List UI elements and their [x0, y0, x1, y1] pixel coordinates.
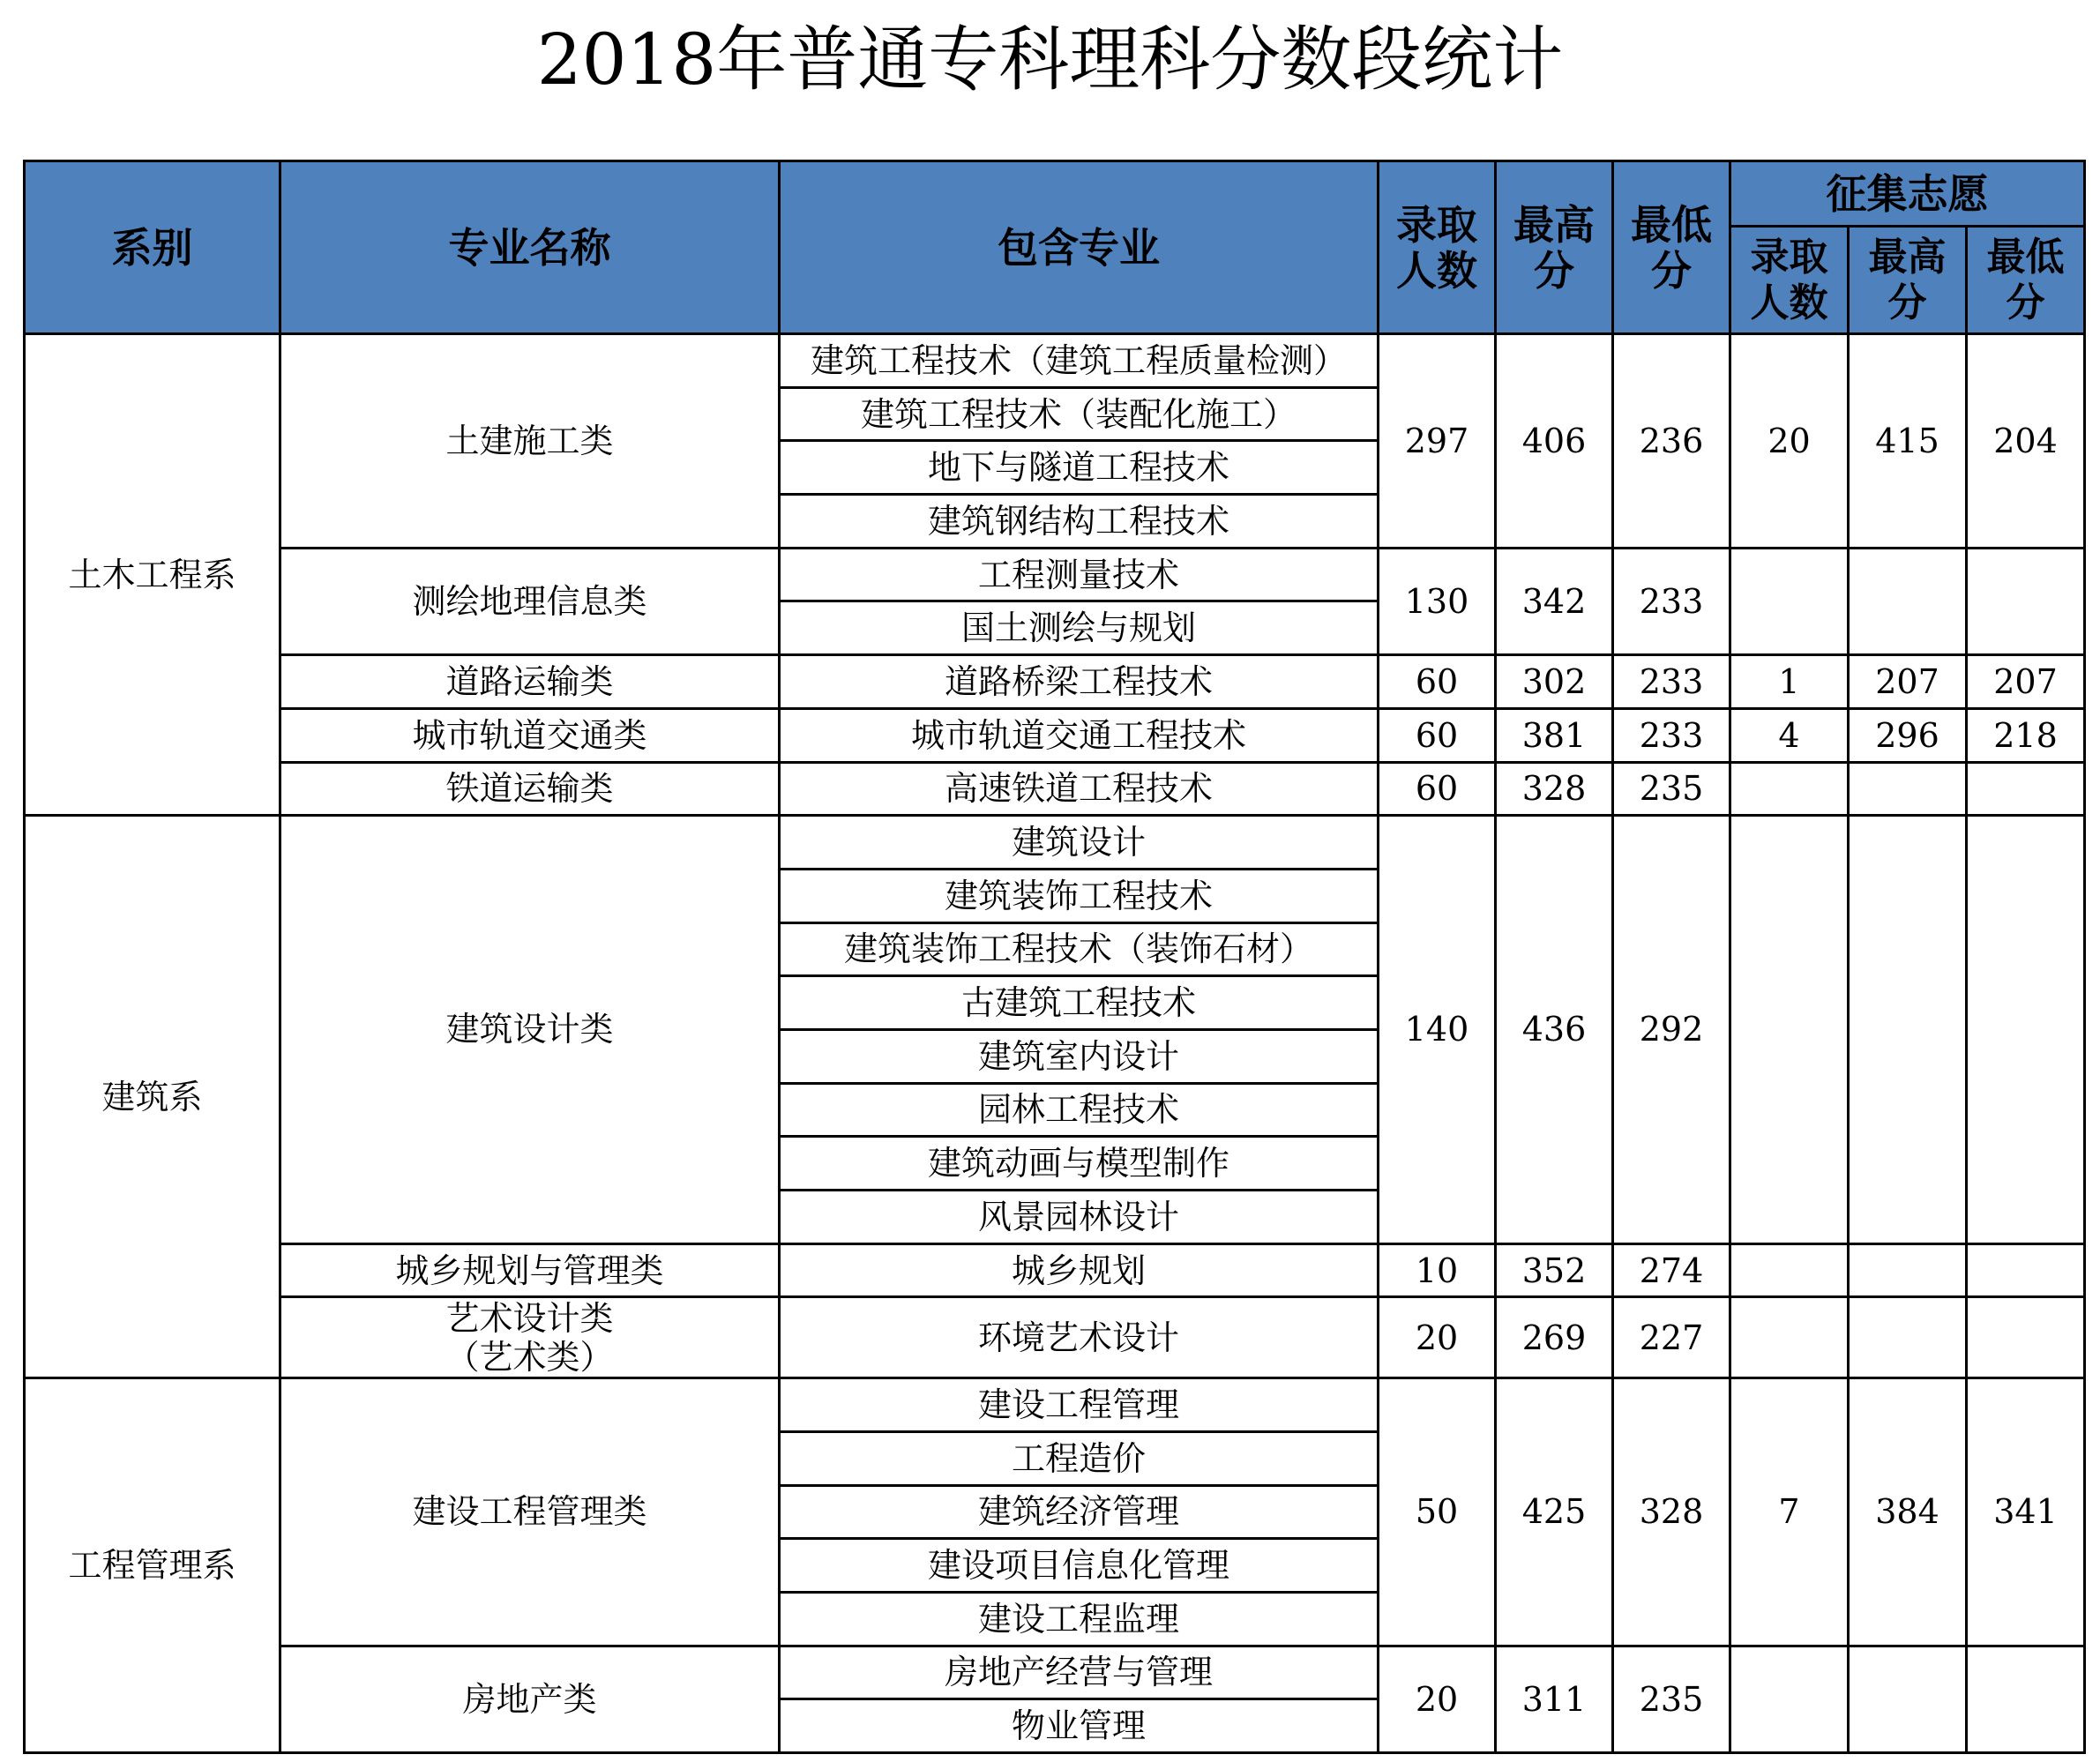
min-score-cell: 235: [1613, 762, 1730, 816]
table-row: [25, 762, 2085, 816]
admitted-cell: 130: [1379, 548, 1496, 654]
supp-min-cell: 207: [1967, 655, 2085, 709]
included-major-cell: 建筑工程技术（建筑工程质量检测）: [780, 334, 1379, 388]
admitted-cell: 50: [1379, 1378, 1496, 1646]
included-major-cell: 建设工程管理: [780, 1378, 1379, 1432]
included-major-cell: 建筑装饰工程技术: [780, 869, 1379, 922]
header-admitted: 录取人数: [1379, 161, 1496, 334]
supp-admitted-cell: [1730, 1297, 1849, 1378]
admitted-cell: 297: [1379, 334, 1496, 549]
supp-min-cell: [1967, 762, 2085, 816]
header-supp-min: 最低分: [1967, 227, 2085, 334]
included-major-cell: 高速铁道工程技术: [780, 762, 1379, 816]
table-row: [25, 1243, 2085, 1297]
supp-admitted-cell: [1730, 816, 1849, 1244]
included-major-cell: 城乡规划: [780, 1243, 1379, 1297]
supp-max-cell: [1849, 548, 1967, 654]
table-row: [25, 708, 2085, 762]
included-major-cell: 园林工程技术: [780, 1083, 1379, 1137]
supp-max-cell: 415: [1849, 334, 1967, 549]
min-score-cell: 236: [1613, 334, 1730, 549]
admitted-cell: 20: [1379, 1646, 1496, 1752]
table-row: [25, 1646, 2085, 1699]
header-supp-max: 最高分: [1849, 227, 1967, 334]
header-min-score: 最低分: [1613, 161, 1730, 334]
supp-admitted-cell: 7: [1730, 1378, 1849, 1646]
supp-max-cell: 207: [1849, 655, 1967, 709]
major-category-name: 测绘地理信息类: [412, 581, 647, 621]
min-score-cell: 233: [1613, 655, 1730, 709]
included-major-cell: 国土测绘与规划: [780, 601, 1379, 655]
max-score-cell: 342: [1496, 548, 1613, 654]
min-score-cell: 274: [1613, 1243, 1730, 1297]
supp-min-cell: [1967, 548, 2085, 654]
major-category-name: 房地产类: [462, 1679, 597, 1719]
admitted-cell: 20: [1379, 1297, 1496, 1378]
included-major-cell: 建设项目信息化管理: [780, 1539, 1379, 1593]
supp-admitted-cell: 20: [1730, 334, 1849, 549]
department-cell: 工程管理系: [25, 1378, 280, 1753]
table-row: [25, 1378, 2085, 1432]
max-score-cell: 302: [1496, 655, 1613, 709]
included-major-cell: 建筑工程技术（装配化施工）: [780, 387, 1379, 441]
max-score-cell: 352: [1496, 1243, 1613, 1297]
table-body: [25, 334, 2085, 1753]
supp-min-cell: [1967, 1297, 2085, 1378]
supp-min-cell: 204: [1967, 334, 2085, 549]
max-score-cell: 425: [1496, 1378, 1613, 1646]
major-category-name: 建设工程管理类: [412, 1492, 647, 1532]
score-table: [23, 160, 2086, 1754]
supp-admitted-cell: 4: [1730, 708, 1849, 762]
min-score-cell: 292: [1613, 816, 1730, 1244]
included-major-cell: 建设工程监理: [780, 1592, 1379, 1646]
admitted-cell: 60: [1379, 655, 1496, 709]
included-major-cell: 建筑经济管理: [780, 1485, 1379, 1539]
supp-max-cell: [1849, 816, 1967, 1244]
table-row: [25, 816, 2085, 870]
max-score-cell: 311: [1496, 1646, 1613, 1752]
supp-max-cell: [1849, 1243, 1967, 1297]
major-category-cell: [280, 1297, 780, 1378]
supp-min-cell: [1967, 816, 2085, 1244]
supp-admitted-cell: [1730, 1646, 1849, 1752]
table-row: [25, 548, 2085, 601]
header-major-category: 专业名称: [280, 161, 780, 334]
major-category-name: 道路运输类: [445, 661, 614, 701]
min-score-cell: 235: [1613, 1646, 1730, 1752]
header-max-score: 最高分: [1496, 161, 1613, 334]
included-major-cell: 环境艺术设计: [780, 1297, 1379, 1378]
included-major-cell: 建筑动画与模型制作: [780, 1137, 1379, 1191]
included-major-cell: 工程测量技术: [780, 548, 1379, 601]
department-cell: 土木工程系: [25, 334, 280, 816]
included-major-cell: 工程造价: [780, 1431, 1379, 1485]
major-category-name: 城乡规划与管理类: [395, 1251, 664, 1290]
major-category-cell: [280, 816, 780, 1244]
header-supp-admitted: 录取人数: [1730, 227, 1849, 334]
major-category-name: 铁道运输类: [445, 769, 614, 809]
supp-min-cell: 218: [1967, 708, 2085, 762]
min-score-cell: 233: [1613, 708, 1730, 762]
max-score-cell: 436: [1496, 816, 1613, 1244]
major-category-cell: [280, 708, 780, 762]
major-category-cell: [280, 548, 780, 654]
included-major-cell: 建筑室内设计: [780, 1029, 1379, 1083]
included-major-cell: 建筑装饰工程技术（装饰石材）: [780, 922, 1379, 976]
supp-max-cell: [1849, 1297, 1967, 1378]
supp-min-cell: [1967, 1243, 2085, 1297]
major-category-name: 艺术设计类: [445, 1298, 614, 1338]
max-score-cell: 381: [1496, 708, 1613, 762]
supp-min-cell: [1967, 1646, 2085, 1752]
max-score-cell: 328: [1496, 762, 1613, 816]
supp-max-cell: 384: [1849, 1378, 1967, 1646]
table-row: [25, 1297, 2085, 1378]
table-row: [25, 655, 2085, 709]
min-score-cell: 233: [1613, 548, 1730, 654]
supp-admitted-cell: 1: [1730, 655, 1849, 709]
major-category-cell: [280, 1378, 780, 1646]
included-major-cell: 物业管理: [780, 1699, 1379, 1753]
supp-admitted-cell: [1730, 1243, 1849, 1297]
header-supplementary: 征集志愿: [1730, 161, 2085, 227]
included-major-cell: 城市轨道交通工程技术: [780, 708, 1379, 762]
major-category-name: 土建施工类: [445, 421, 614, 460]
included-major-cell: 风景园林设计: [780, 1191, 1379, 1244]
page-title: 2018年普通专科理科分数段统计: [536, 19, 1564, 101]
min-score-cell: 328: [1613, 1378, 1730, 1646]
supp-max-cell: [1849, 1646, 1967, 1752]
admitted-cell: 10: [1379, 1243, 1496, 1297]
supp-admitted-cell: [1730, 548, 1849, 654]
table-row: [25, 334, 2085, 388]
admitted-cell: 140: [1379, 816, 1496, 1244]
included-major-cell: 古建筑工程技术: [780, 976, 1379, 1030]
major-category-cell: [280, 334, 780, 549]
supp-max-cell: 296: [1849, 708, 1967, 762]
department-cell: 建筑系: [25, 816, 280, 1378]
major-category-name: 建筑设计类: [445, 1010, 614, 1049]
included-major-cell: 地下与隧道工程技术: [780, 441, 1379, 495]
included-major-cell: 房地产经营与管理: [780, 1646, 1379, 1699]
admitted-cell: 60: [1379, 762, 1496, 816]
included-major-cell: 道路桥梁工程技术: [780, 655, 1379, 709]
major-category-cell: [280, 1243, 780, 1297]
major-category-cell: [280, 762, 780, 816]
supp-max-cell: [1849, 762, 1967, 816]
admitted-cell: 60: [1379, 708, 1496, 762]
included-major-cell: 建筑设计: [780, 816, 1379, 870]
supp-admitted-cell: [1730, 762, 1849, 816]
max-score-cell: 269: [1496, 1297, 1613, 1378]
major-category-cell: [280, 655, 780, 709]
major-category-name: 城市轨道交通类: [412, 715, 647, 755]
max-score-cell: 406: [1496, 334, 1613, 549]
header-included-majors: 包含专业: [780, 161, 1379, 334]
major-category-cell: [280, 1646, 780, 1752]
min-score-cell: 227: [1613, 1297, 1730, 1378]
header-department: 系别: [25, 161, 280, 334]
included-major-cell: 建筑钢结构工程技术: [780, 495, 1379, 549]
supp-min-cell: 341: [1967, 1378, 2085, 1646]
major-category-subname: （艺术类）: [445, 1337, 614, 1377]
